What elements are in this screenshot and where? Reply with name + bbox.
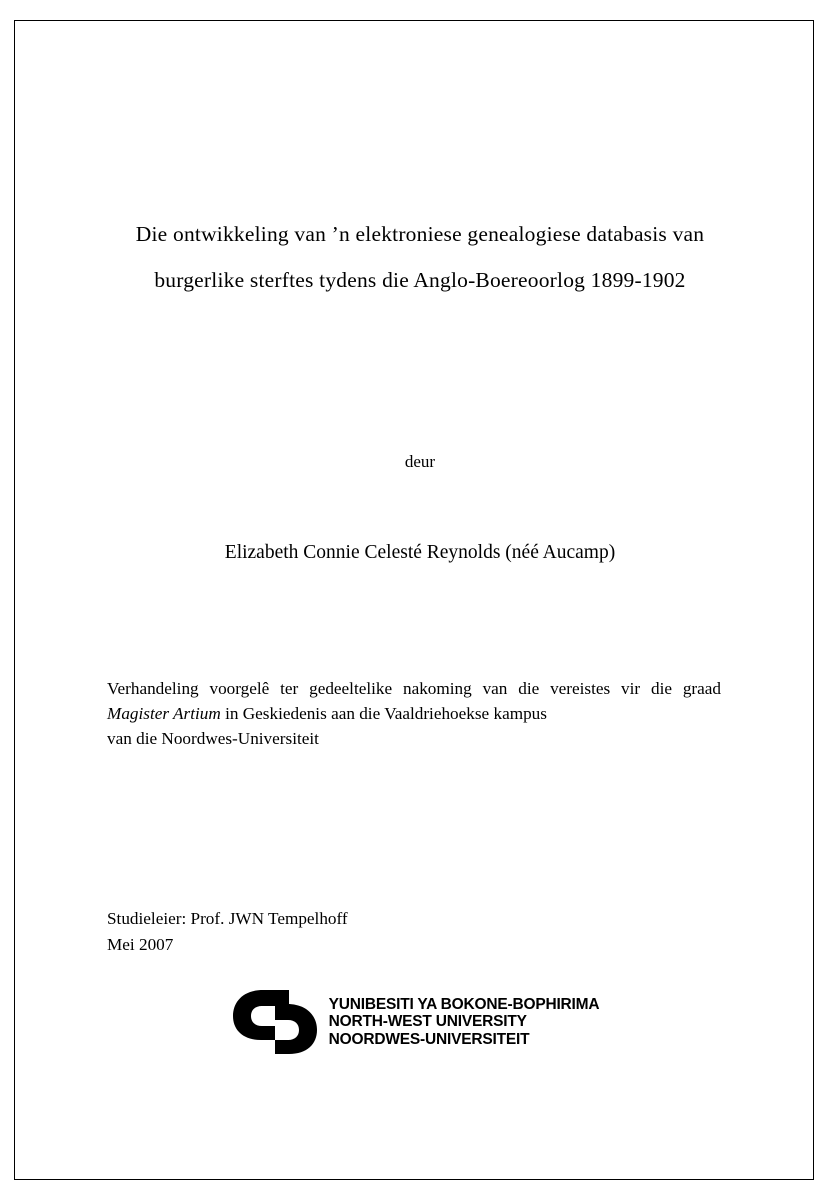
logo-text-line-2: NORTH-WEST UNIVERSITY [328, 1013, 527, 1031]
by-label: deur [404, 452, 436, 471]
logo-text-line-1: YUNIBESITI YA BOKONE-BOPHIRIMA [328, 995, 600, 1013]
north-west-university-logo-icon [229, 986, 321, 1058]
degree-name: Magister Artium [107, 704, 221, 723]
degree-statement-part-1: Verhandeling voorgelê ter gedeeltelike nakoming van die vereistes vir die graad [107, 679, 721, 698]
supervisor-name: Studieleier: Prof. JWN Tempelhoff [107, 909, 348, 928]
document-date: Mei 2007 [107, 935, 174, 954]
degree-statement [107, 676, 721, 751]
logo-text-line-3: NOORDWES-UNIVERSITEIT [328, 1030, 530, 1048]
university-logo-text [329, 996, 600, 1049]
page-title [105, 211, 735, 303]
degree-statement-line-3: van die Noordwes-Universiteit [107, 729, 319, 748]
degree-statement-paragraph [107, 676, 721, 726]
title-line-2: burgerlike sterftes tydens die Anglo-Boereoorlog 1899-1902 [154, 268, 686, 292]
page-border [14, 20, 814, 1180]
degree-statement-part-2: in Geskiedenis aan die Vaaldriehoekse kampus [220, 704, 547, 723]
page-content [15, 21, 813, 1179]
title-line-1: Die ontwikkeling van ’n elektroniese genealogiese databasis van [135, 222, 705, 246]
author-section [105, 451, 735, 565]
university-logo-block [15, 986, 813, 1058]
supervisor-section [107, 906, 348, 958]
author-name: Elizabeth Connie Celesté Reynolds (néé Aucamp) [224, 542, 616, 563]
